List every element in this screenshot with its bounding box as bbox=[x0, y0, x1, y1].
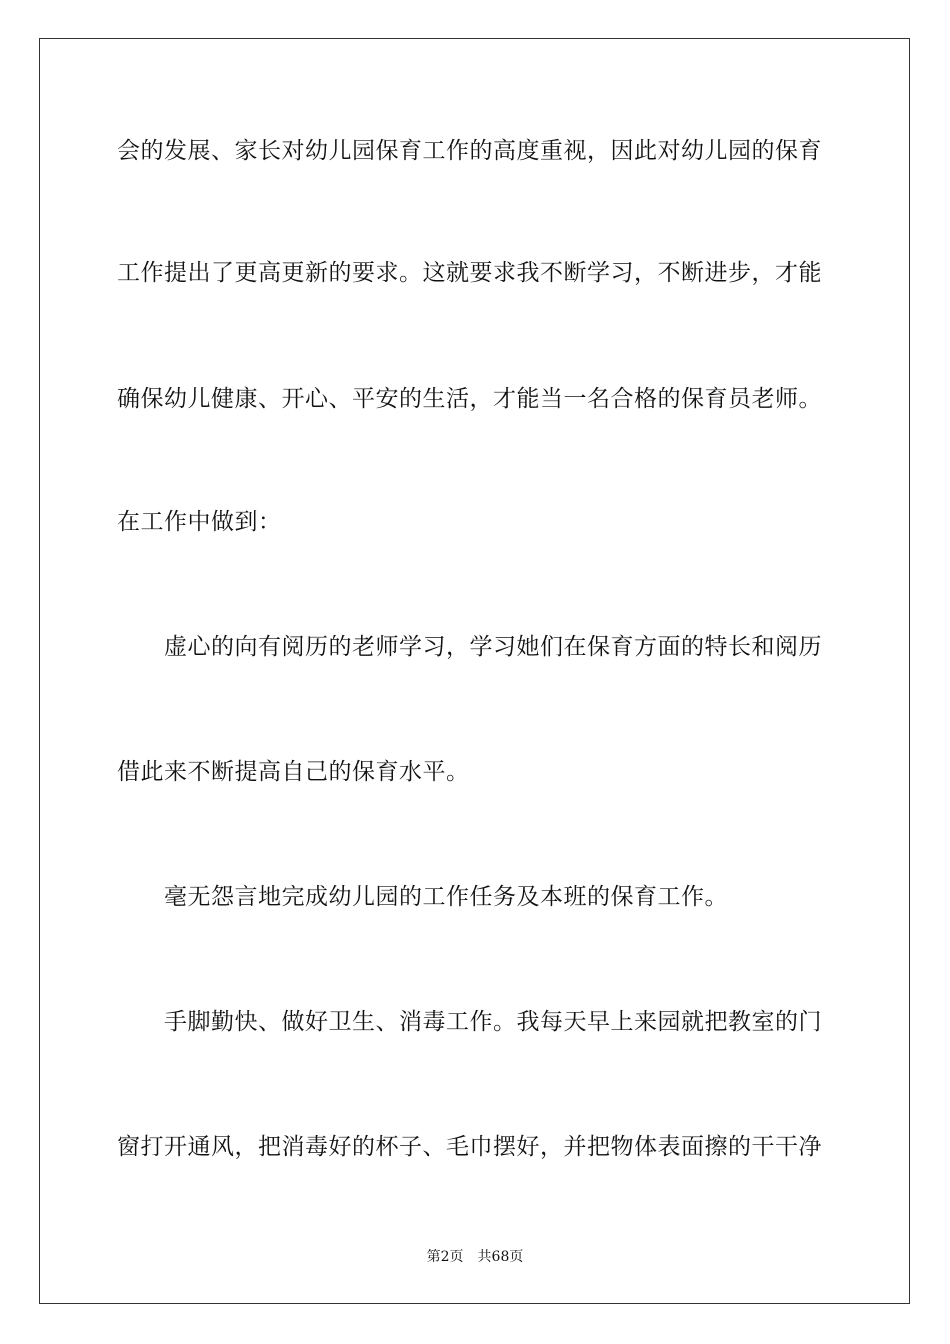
text-line: 在工作中做到： bbox=[117, 509, 282, 535]
page-border bbox=[39, 38, 910, 1304]
paragraph-start-line: 手脚勤快、做好卫生、消毒工作。我每天早上来园就把教室的门 bbox=[164, 1009, 822, 1035]
text-line: 工作提出了更高更新的要求。这就要求我不断学习，不断进步，才能 bbox=[117, 260, 822, 286]
text-line: 借此来不断提高自己的保育水平。 bbox=[117, 759, 470, 785]
page-footer bbox=[0, 1248, 950, 1266]
page-number: 第2页 bbox=[426, 1249, 464, 1265]
paragraph-start-line: 毫无怨言地完成幼儿园的工作任务及本班的保育工作。 bbox=[164, 884, 728, 910]
text-line: 确保幼儿健康、开心、平安的生活，才能当一名合格的保育员老师。 bbox=[117, 386, 822, 412]
text-line: 会的发展、家长对幼儿园保育工作的高度重视，因此对幼儿园的保育 bbox=[117, 138, 822, 164]
paragraph-start-line: 虚心的向有阅历的老师学习，学习她们在保育方面的特长和阅历 bbox=[164, 634, 822, 660]
page-total: 共68页 bbox=[477, 1249, 524, 1265]
text-line: 窗打开通风，把消毒好的杯子、毛巾摆好，并把物体表面擦的干干净 bbox=[117, 1134, 822, 1160]
